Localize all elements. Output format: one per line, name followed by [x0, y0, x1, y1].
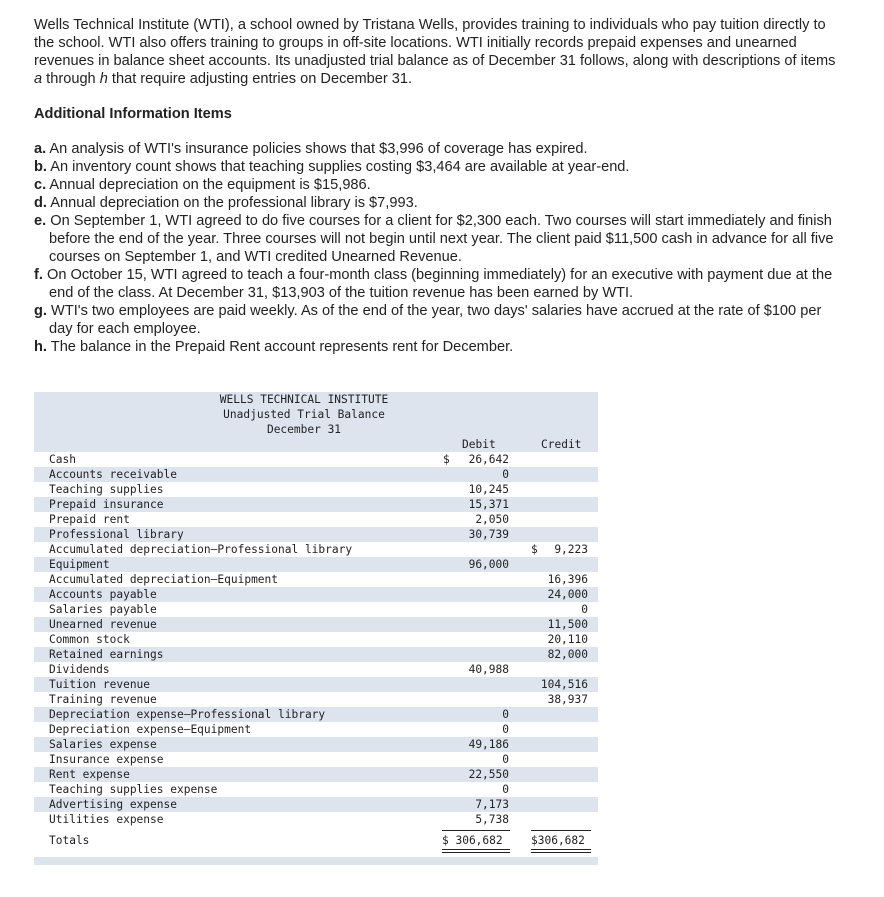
company-name: WELLS TECHNICAL INSTITUTE: [219, 393, 389, 406]
table-row: [34, 587, 598, 602]
credit-amount: 16,396: [547, 573, 588, 586]
account-name: Depreciation expense—Equipment: [49, 723, 252, 736]
credit-amount: 104,516: [540, 678, 588, 691]
trial-balance-table: [34, 392, 598, 865]
debit-subtotal-rule: [442, 830, 510, 831]
trial-balance-header: [34, 392, 598, 452]
account-name: Prepaid insurance: [49, 498, 164, 511]
debit-amount: 40,988: [468, 663, 509, 676]
intro-item-h-ref: h: [99, 71, 108, 87]
account-name: Accumulated depreciation—Equipment: [49, 573, 279, 586]
totals-label: Totals: [49, 834, 90, 847]
table-row: [34, 602, 598, 617]
info-item-text: The balance in the Prepaid Rent account represents rent for December.: [50, 339, 514, 355]
account-name: Depreciation expense—Professional library: [49, 708, 326, 721]
totals-credit: $306,682: [531, 834, 585, 847]
table-row: [34, 767, 598, 782]
credit-double-rule-1: [531, 849, 591, 850]
table-row: [34, 677, 598, 692]
account-name: Rent expense: [49, 768, 130, 781]
debit-amount: 22,550: [468, 768, 509, 781]
account-name: Accumulated depreciation—Professional library: [49, 543, 353, 556]
debit-amount: 10,245: [468, 483, 509, 496]
credit-amount: 11,500: [547, 618, 588, 631]
table-row: [34, 647, 598, 662]
info-item: [34, 194, 846, 212]
totals-debit: $ 306,682: [442, 834, 503, 847]
totals-row: [34, 833, 598, 855]
info-item-letter: g.: [34, 303, 47, 319]
account-name: Prepaid rent: [49, 513, 130, 526]
table-row: [34, 722, 598, 737]
debit-amount: 2,050: [475, 513, 509, 526]
statement-date: December 31: [266, 423, 342, 436]
info-item: [34, 212, 846, 266]
table-row: [34, 527, 598, 542]
credit-amount: 20,110: [547, 633, 588, 646]
intro-text-end: that require adjusting entries on December 31.: [107, 71, 413, 87]
table-row: [34, 497, 598, 512]
table-row: [34, 632, 598, 647]
trial-balance-rows: [34, 452, 598, 827]
debit-amount: 30,739: [468, 528, 509, 541]
info-item-letter: f.: [34, 267, 43, 283]
table-row: [34, 617, 598, 632]
additional-info-list: [34, 140, 846, 356]
account-name: Salaries expense: [49, 738, 157, 751]
table-row: [34, 467, 598, 482]
info-item-letter: d.: [34, 195, 47, 211]
info-item-letter: h.: [34, 339, 47, 355]
credit-amount: 0: [581, 603, 588, 616]
statement-name: Unadjusted Trial Balance: [223, 408, 385, 421]
table-row: [34, 557, 598, 572]
debit-amount: 49,186: [468, 738, 509, 751]
additional-info-heading: Additional Information Items: [34, 106, 232, 122]
info-item: [34, 302, 846, 338]
table-row: [34, 662, 598, 677]
credit-amount: 38,937: [547, 693, 588, 706]
credit-amount: 24,000: [547, 588, 588, 601]
account-name: Accounts receivable: [49, 468, 177, 481]
info-item-text: Annual depreciation on the professional library is $7,993.: [50, 195, 418, 211]
intro-through: through: [42, 71, 100, 87]
debit-double-rule-1: [442, 849, 510, 850]
info-item: [34, 266, 846, 302]
table-row: [34, 812, 598, 827]
info-item: [34, 176, 846, 194]
debit-amount: 0: [502, 468, 509, 481]
account-name: Teaching supplies expense: [49, 783, 218, 796]
table-row: [34, 482, 598, 497]
debit-amount: 96,000: [468, 558, 509, 571]
info-item-text: Annual depreciation on the equipment is $15,986.: [49, 177, 371, 193]
debit-amount: 0: [502, 708, 509, 721]
credit-subtotal-rule: [531, 830, 591, 831]
intro-item-a-ref: a: [34, 71, 43, 87]
info-item-text: WTI's two employees are paid weekly. As of the end of the year, two days' salaries have accrued at the rate of $100 per day for each employee.: [49, 303, 822, 337]
table-row: [34, 692, 598, 707]
info-item-letter: c.: [34, 177, 47, 193]
debit-currency-sign: $: [443, 453, 450, 466]
debit-amount: 26,642: [468, 453, 509, 466]
account-name: Teaching supplies: [49, 483, 164, 496]
account-name: Retained earnings: [49, 648, 164, 661]
debit-column-header: Debit: [462, 438, 496, 451]
debit-amount: 7,173: [475, 798, 509, 811]
info-item-text: An analysis of WTI's insurance policies shows that $3,996 of coverage has expired.: [49, 141, 588, 157]
credit-double-rule-2: [531, 852, 591, 853]
account-name: Common stock: [49, 633, 130, 646]
table-row: [34, 737, 598, 752]
intro-paragraph: [34, 16, 846, 88]
intro-text: Wells Technical Institute (WTI), a school owned by Tristana Wells, provides training to individuals who pay tuition directly to the school. WTI also offers training to groups in off-site locations. WTI initially records prepaid expenses and unearned revenues in balance sheet accounts. Its unadjusted trial balance as of December 31 follows, along with descriptions of items: [34, 17, 836, 69]
account-name: Tuition revenue: [49, 678, 151, 691]
credit-column-header: Credit: [541, 438, 582, 451]
info-item: [34, 338, 846, 356]
account-name: Professional library: [49, 528, 184, 541]
credit-amount: 9,223: [554, 543, 588, 556]
info-item-text: On September 1, WTI agreed to do five courses for a client for $2,300 each. Two courses will start immediately and finish before the end of the year. Three courses will not begin until next year. The client paid $11,500 cash in advance for all five courses on September 1, and WTI credited Unearned Revenue.: [49, 213, 834, 265]
table-footer-bar: [34, 857, 598, 865]
account-name: Salaries payable: [49, 603, 157, 616]
account-name: Cash: [49, 453, 76, 466]
info-item-letter: b.: [34, 159, 47, 175]
account-name: Dividends: [49, 663, 110, 676]
debit-amount: 0: [502, 723, 509, 736]
info-item-letter: a.: [34, 141, 47, 157]
info-item-text: On October 15, WTI agreed to teach a four-month class (beginning immediately) for an executive with payment due at the end of the class. At December 31, $13,903 of the tuition revenue has been earned by WTI.: [46, 267, 833, 301]
debit-amount: 0: [502, 783, 509, 796]
account-name: Accounts payable: [49, 588, 157, 601]
table-row: [34, 452, 598, 467]
account-name: Training revenue: [49, 693, 157, 706]
account-name: Insurance expense: [49, 753, 164, 766]
account-name: Unearned revenue: [49, 618, 157, 631]
table-row: [34, 572, 598, 587]
credit-currency-sign: $: [531, 543, 538, 556]
info-item: [34, 158, 846, 176]
account-name: Utilities expense: [49, 813, 164, 826]
debit-double-rule-2: [442, 852, 510, 853]
debit-amount: 15,371: [468, 498, 509, 511]
info-item: [34, 140, 846, 158]
account-name: Equipment: [49, 558, 110, 571]
table-row: [34, 797, 598, 812]
credit-amount: 82,000: [547, 648, 588, 661]
table-row: [34, 512, 598, 527]
info-item-text: An inventory count shows that teaching supplies costing $3,464 are available at year-end.: [50, 159, 630, 175]
table-row: [34, 752, 598, 767]
table-row: [34, 707, 598, 722]
table-row: [34, 542, 598, 557]
debit-amount: 0: [502, 753, 509, 766]
debit-amount: 5,738: [475, 813, 509, 826]
table-row: [34, 782, 598, 797]
account-name: Advertising expense: [49, 798, 177, 811]
info-item-letter: e.: [34, 213, 47, 229]
